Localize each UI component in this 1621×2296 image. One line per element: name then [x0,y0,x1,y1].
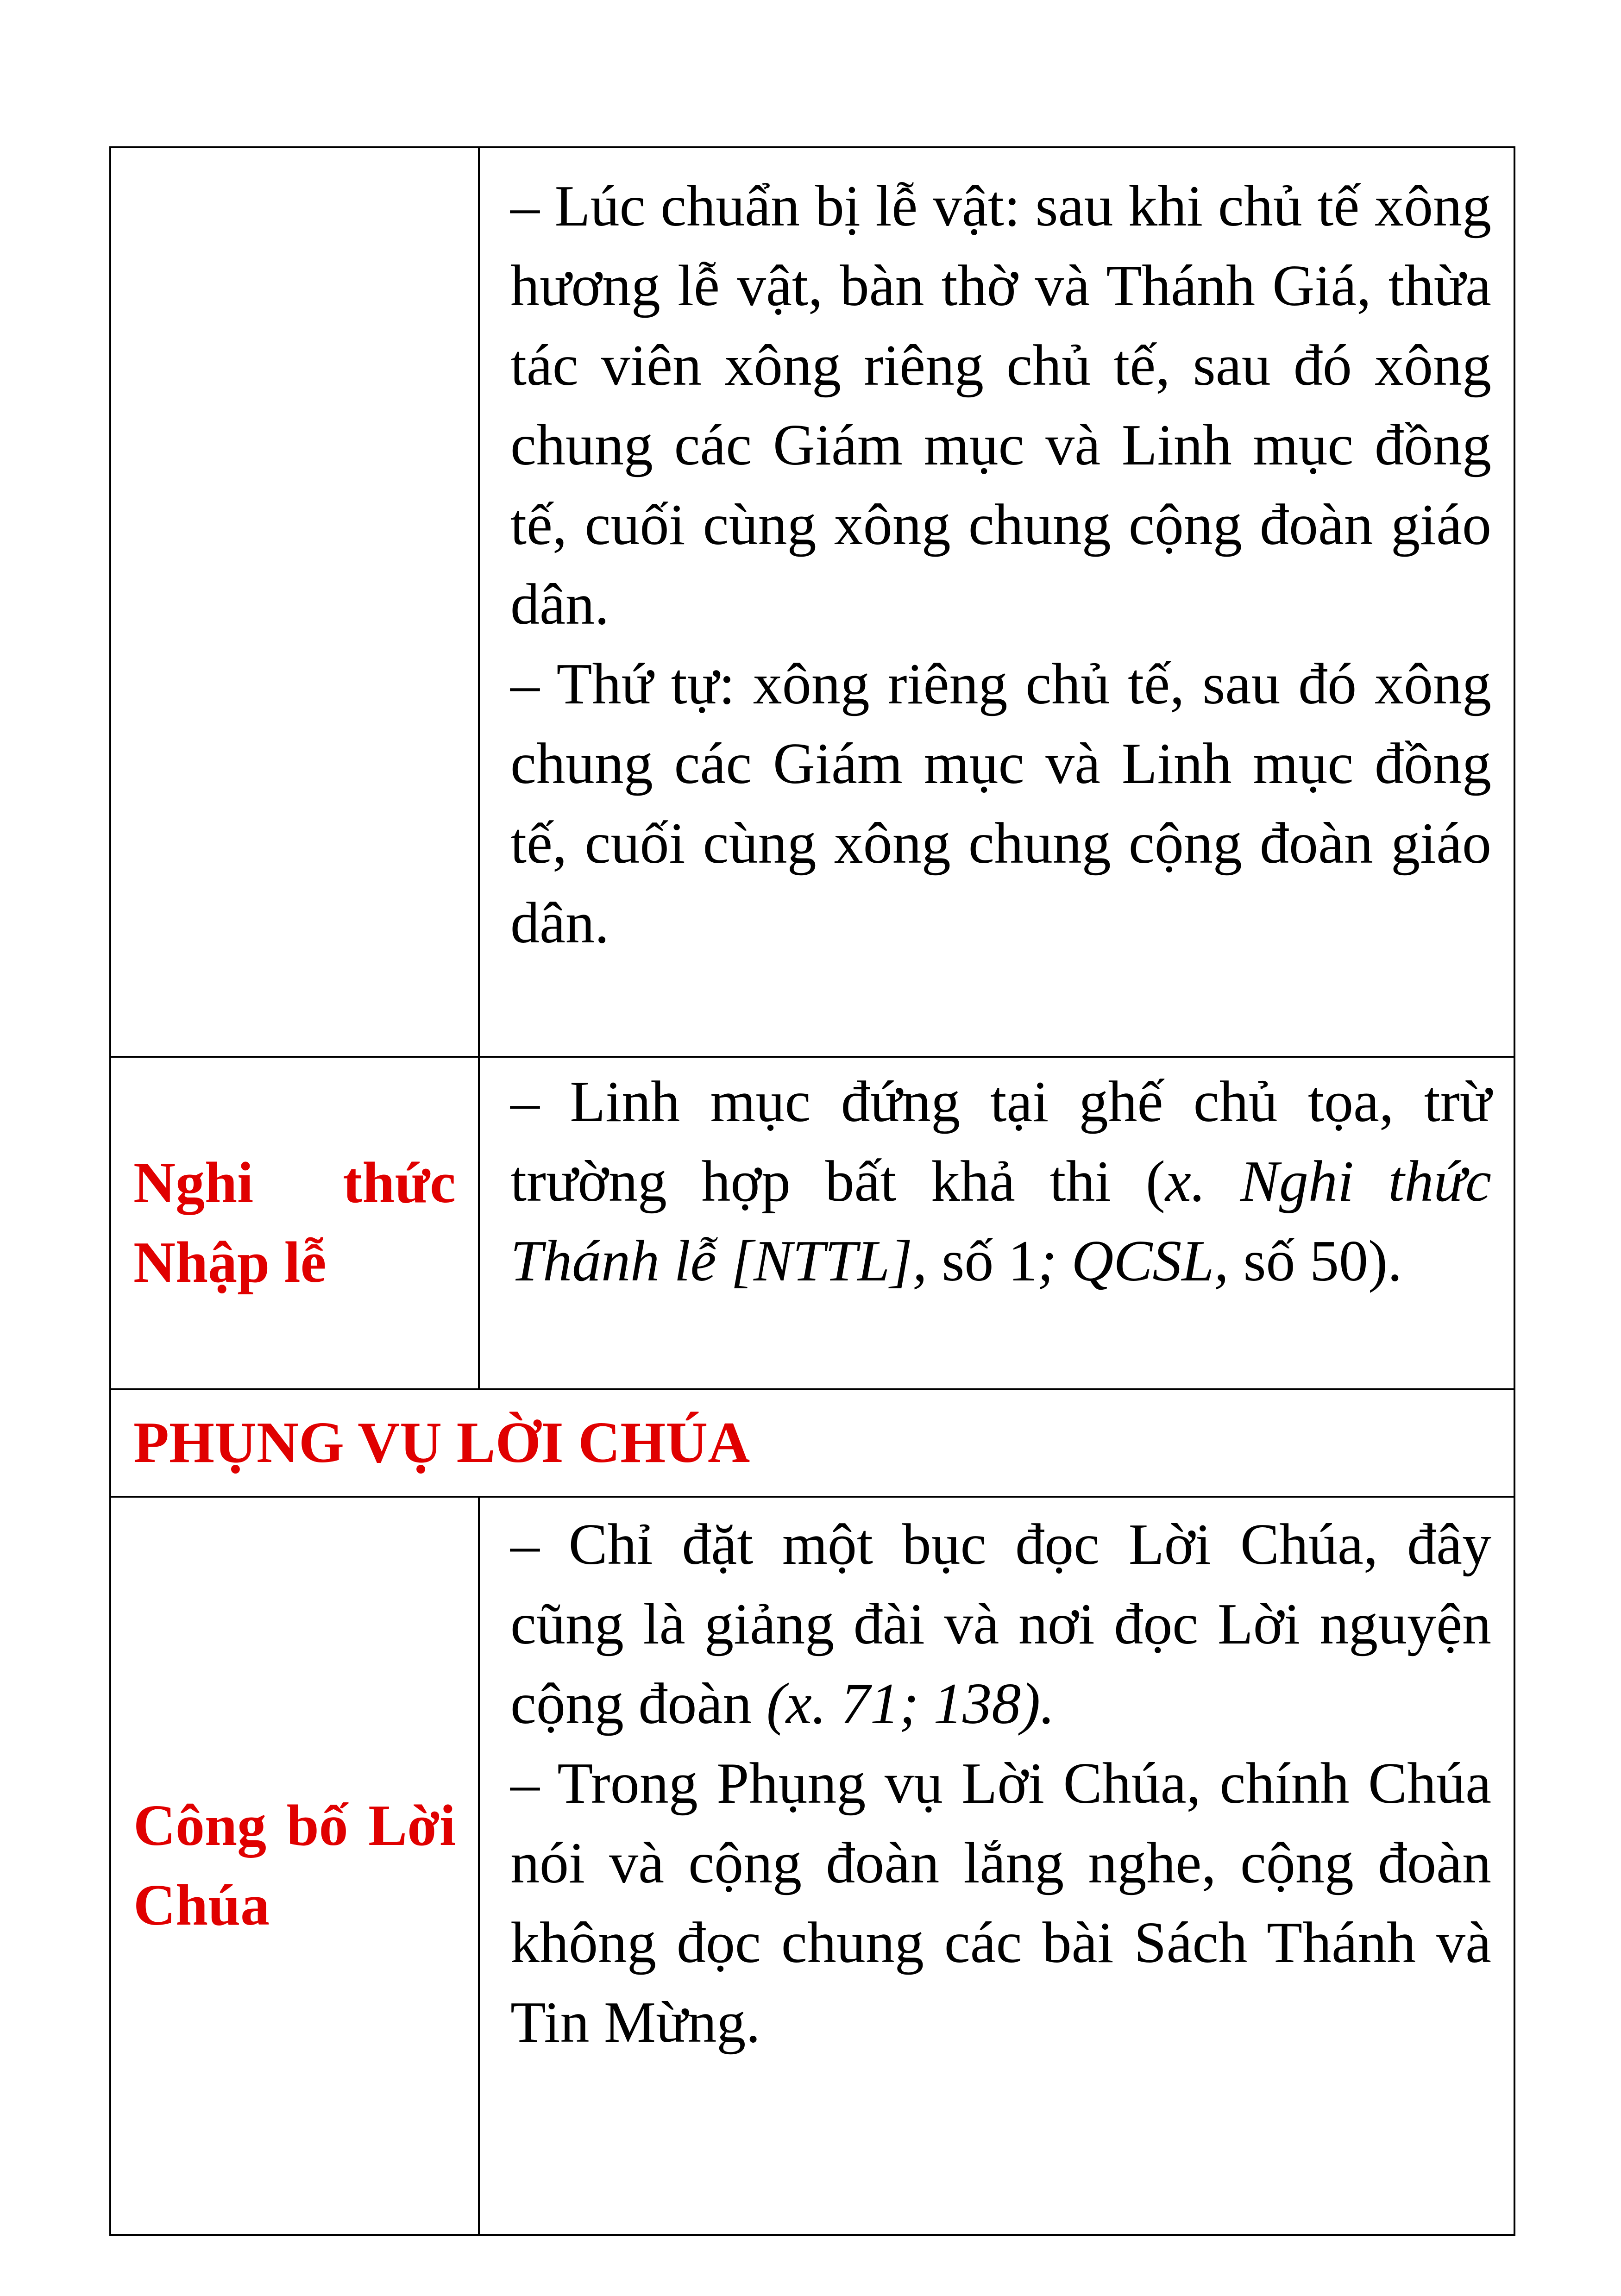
reference-71-138: (x. 71; 138). [766,1672,1055,1736]
table-row-section-heading [110,1389,1514,1497]
proclaiming-word-text-1: – Chỉ đặt một bục đọc Lời Chúa, đây cũng là giảng đài và nơi đọc Lời nguyện cộng đoàn [510,1512,1491,1736]
reference-number-50: số 50). [1228,1229,1402,1293]
table-row-incense [110,147,1514,1057]
proclaiming-word-paragraph-2: – Trong Phụng vụ Lời Chúa, chính Chúa nói và cộng đoàn lắng nghe, cộng đoàn không đọc chung các bài Sách Thánh và Tin Mừng. [510,1751,1491,2055]
liturgy-table [109,146,1515,2236]
row-content-incense [479,147,1514,1057]
introductory-rites-text: – Linh mục đứng tại ghế chủ tọa, trừ trường hợp bất khả thi ( [510,1070,1491,1214]
incense-paragraph-1: – Lúc chuẩn bị lễ vật: sau khi chủ tế xông hương lễ vật, bàn thờ và Thánh Giá, thừa tác viên xông riêng chủ tế, sau đó xông chung các Giám mục và Linh mục đồng tế, cuối cùng xông chung cộng đoàn giáo dân. [510,174,1491,637]
table-row-introductory-rites [110,1057,1514,1389]
row-title-incense [110,147,479,1057]
reference-number-1: số 1 [927,1229,1037,1293]
reference-nttl: x. Nghi thức Thánh lễ [NTTL], [510,1149,1491,1293]
incense-paragraph-2: – Thứ tự: xông riêng chủ tế, sau đó xông chung các Giám mục và Linh mục đồng tế, cuối cùng xông chung cộng đoàn giáo dân. [510,652,1491,955]
reference-qcsl: ; QCSL, [1037,1229,1229,1293]
introductory-rites-paragraph [510,1062,1491,1301]
proclaiming-word-paragraph-1 [510,1505,1491,1744]
table-row-proclaiming-word [110,1497,1514,2235]
row-title-proclaiming-word: Công bố Lời Chúa [110,1497,479,2235]
row-content-proclaiming-word [479,1497,1514,2235]
section-heading: PHỤNG VỤ LỜI CHÚA [110,1389,1514,1497]
row-title-introductory-rites: Nghi thức Nhập lễ [110,1057,479,1389]
row-content-introductory-rites [479,1057,1514,1389]
